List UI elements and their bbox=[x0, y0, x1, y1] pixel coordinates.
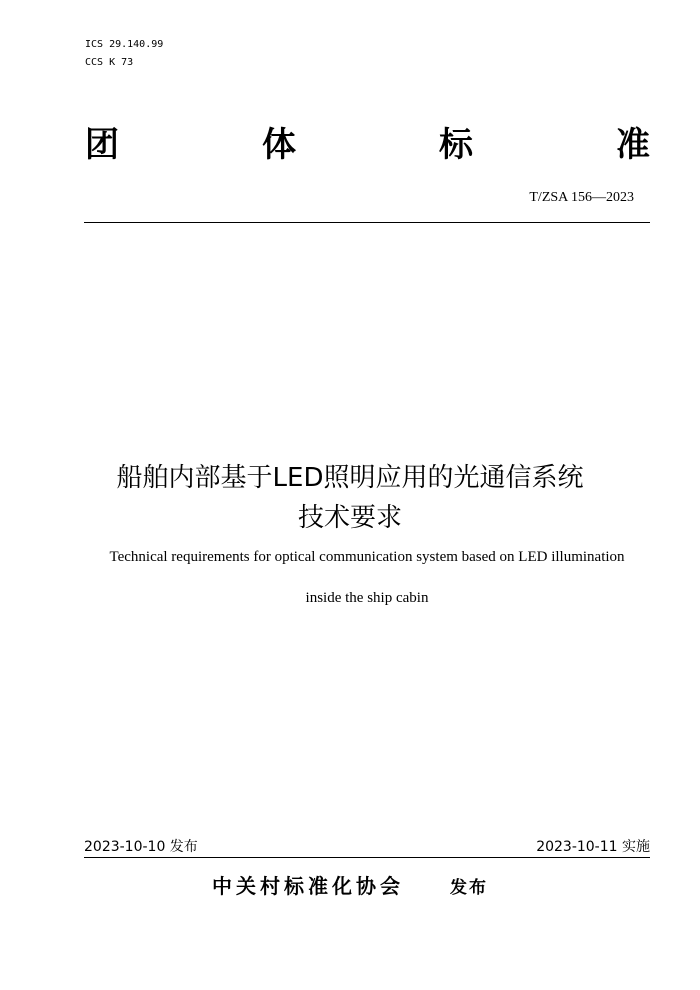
heading-char-2: 体 bbox=[262, 125, 296, 165]
standard-type-heading bbox=[85, 124, 650, 166]
footer-divider bbox=[84, 857, 650, 858]
ccs-code: CCS K 73 bbox=[85, 57, 134, 68]
release-date: 2023-10-10 发布 bbox=[84, 839, 198, 855]
heading-char-1: 团 bbox=[85, 125, 119, 165]
heading-char-4: 准 bbox=[616, 125, 650, 165]
implement-date: 2023-10-11 实施 bbox=[536, 839, 650, 855]
title-en-line2: inside the ship cabin bbox=[305, 590, 429, 606]
issuer-org: 中关村标准化协会 bbox=[212, 874, 404, 898]
date-row bbox=[84, 838, 650, 856]
ics-code: ICS 29.140.99 bbox=[85, 39, 164, 50]
heading-char-3: 标 bbox=[439, 125, 473, 165]
title-en-line1: Technical requirements for optical communication system based on LED illumination bbox=[109, 549, 625, 565]
title-cn-line2: 技术要求 bbox=[297, 503, 402, 533]
header-divider bbox=[84, 222, 650, 223]
standard-number: T/ZSA 156—2023 bbox=[529, 190, 634, 205]
issuer-line bbox=[0, 872, 700, 902]
classification-codes bbox=[85, 36, 163, 72]
issuer-action: 发布 bbox=[450, 878, 488, 898]
title-cn-line1: 船舶内部基于LED照明应用的光通信系统 bbox=[116, 463, 584, 493]
